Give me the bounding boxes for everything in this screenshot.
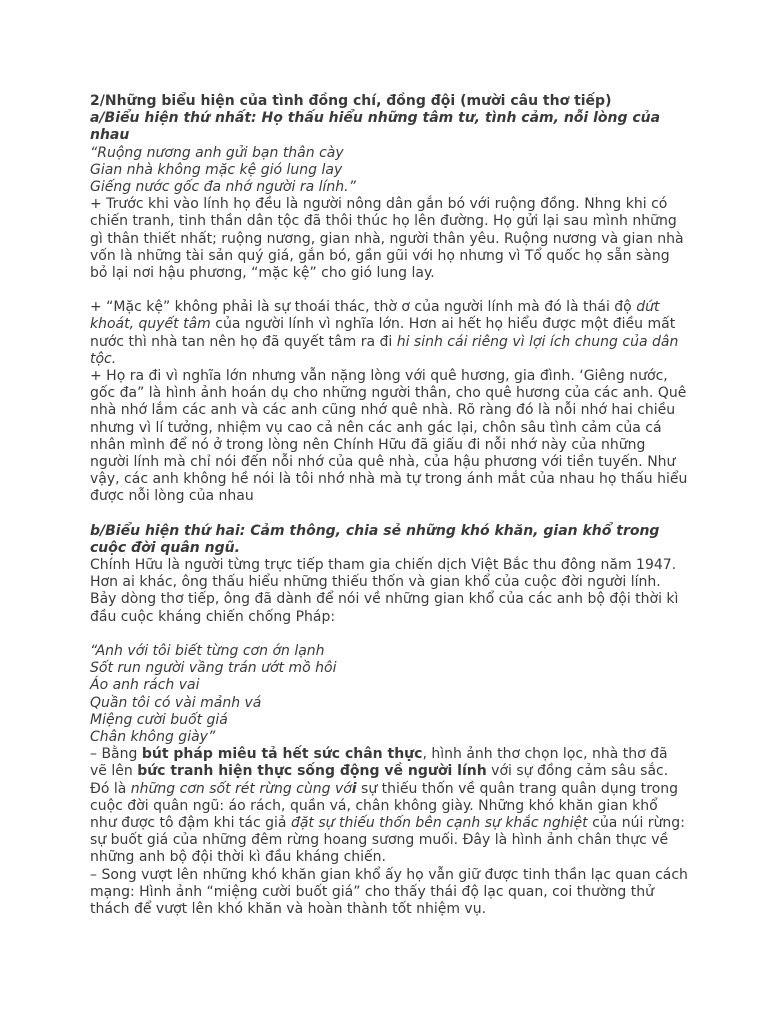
poem-a-line: Gian nhà không mặc kệ gió lung lay — [90, 161, 343, 178]
poem-b-line: “Anh với tôi biết từng cơn ớn lạnh — [90, 642, 325, 659]
text-run: , hình ảnh thơ chọn lọc, nhà thơ đã vẽ lên — [90, 746, 668, 780]
paragraph: Chính Hữu là người từng trực tiếp tham gia chiến dịch Việt Bắc thu đông năm 1947. Hơn ai khác, ông thấu hiểu những thiếu thốn và gian khổ của cuộc đời người lính. Bảy dòng thơ tiếp, ông đã dành để nói về những gian khổ của các anh bộ đội thời kì đầu cuộc kháng chiến chống Pháp: — [90, 557, 679, 625]
part-a-heading: a/Biểu hiện thứ nhất: Họ thấu hiểu những tâm tư, tình cảm, nỗi lòng của nhau — [90, 110, 661, 144]
part-b-heading: b/Biểu hiện thứ hai: Cảm thông, chia sẻ những khó khăn, gian khổ trong cuộc đời quân ngũ. — [90, 522, 660, 556]
text-run: + “Mặc kệ” không phải là sự thoái thác, thờ ơ của người lính mà đó là thái độ — [90, 299, 637, 316]
emphasis-text: hi sinh cái riêng vì lợi ích chung của dân tộc. — [90, 333, 679, 367]
emphasis-text: đặt sự thiếu thốn bên cạnh sự khắc nghiệt — [290, 814, 588, 831]
text-run: của người lính vì nghĩa lớn. Hơn ai hết họ hiểu được một điều mất nước thì nhà tan nên họ đã quyết tâm ra đi — [90, 316, 676, 350]
emphasis-text: những cơn sốt rét rừng cùng vớ — [130, 780, 352, 797]
bold-text: bức tranh hiện thực sống động về người lính — [137, 763, 487, 780]
text-run: – Bằng — [90, 746, 142, 763]
paragraph: + Họ ra đi vì nghĩa lớn nhưng vẫn nặng lòng với quê hương, gia đình. ‘Giêng nước, gốc đa” là hình ảnh hoán dụ cho những người thân, cho quê hương của các anh. Quê nhà nhớ lắm các anh và các anh cũng nhớ quê nhà. Rõ ràng đó là nỗi nhớ hai chiều nhưng vì lí tưởng, nhiệm vụ cao cả nên các anh gác lại, chôn sâu tình cảm của cá nhân mình để nó ở trong lòng nên Chính Hữu đã giấu đi nỗi nhớ này của những người lính mà chỉ nói đến nỗi nhớ của quê nhà, của hậu phương với tiền tuyến. Như vậy, các anh không hề nói là tôi nhớ nhà mà tự trong ánh mắt của nhau họ thấu hiểu được nỗi lòng của nhau — [90, 368, 688, 505]
poem-b-line: Quần tôi có vài mảnh vá — [90, 694, 262, 711]
poem-b-line: Miệng cười buốt giá — [90, 711, 228, 728]
poem-b-line: Sốt run người vầng trán ướt mồ hôi — [90, 660, 337, 677]
spacer — [90, 282, 688, 299]
paragraph — [90, 746, 688, 866]
text-run: của núi rừng: sự buốt giá của những đêm rừng hoang sương muối. Đây là hình ảnh chân thực về những anh bộ đội thời kì đầu kháng chiến. — [90, 814, 685, 866]
poem-a-line: Giếng nước gốc đa nhớ người ra lính.” — [90, 179, 356, 196]
spacer — [90, 626, 688, 643]
text-run: với sự đồng cảm sâu sắc. Đó là — [90, 763, 669, 797]
paragraph: – Song vượt lên những khó khăn gian khổ ấy họ vẫn giữ được tinh thần lạc quan cách mạng: Hình ảnh “miệng cười buốt giá” cho thấy thái độ lạc quan, coi thường thử thách để vượt lên khó khăn và hoàn thành tốt nhiệm vụ. — [90, 866, 688, 917]
section-title: 2/Những biểu hiện của tình đồng chí, đồng đội (mười câu thơ tiếp) — [90, 93, 612, 109]
text-run: sự thiếu thốn về quân trang quân dụng trong cuộc đời quân ngũ: áo rách, quần vá, chân không giày. Những khó khăn gian khổ như được tô đậm khi tác giả — [90, 780, 679, 831]
paragraph: + Trước khi vào lính họ đều là người nông dân gắn bó với ruộng đồng. Nhng khi có chiến tranh, tinh thần dân tộc đã thôi thúc họ lên đường. Họ gửi lại sau mình những gì thân thiết nhất; ruộng nương, gian nhà, người thân yêu. Ruộng nương và gian nhà vốn là những tài sản quý giá, gắn bó, gần gũi với họ nhưng vì Tổ quốc họ sẵn sàng bỏ lại nơi hậu phương, “mặc kệ” cho gió lung lay. — [90, 196, 684, 282]
poem-b-line: Áo anh rách vai — [90, 677, 200, 694]
poem-a-line: “Ruộng nương anh gửi bạn thân cày — [90, 144, 344, 161]
bold-text: bút pháp miêu tả hết sức chân thực — [141, 746, 423, 763]
spacer — [90, 506, 688, 523]
paragraph — [90, 299, 688, 368]
emphasis-text: dứt khoát, quyết tâm — [90, 299, 660, 333]
emphasis-text: i — [351, 780, 357, 797]
poem-b-line: Chân không giày” — [90, 728, 216, 745]
